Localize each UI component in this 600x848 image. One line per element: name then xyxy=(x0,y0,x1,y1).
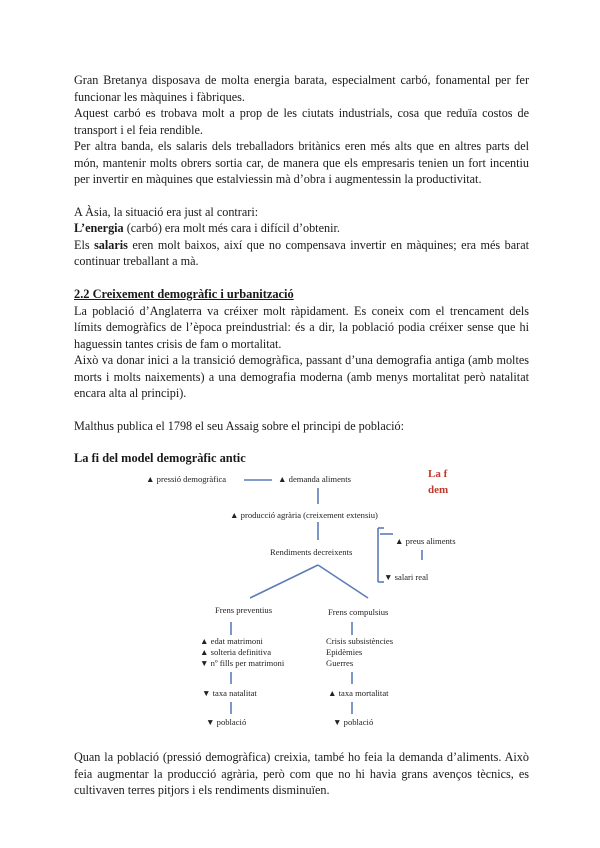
paragraph-coal: Aquest carbó es trobava molt a prop de les ciutats industrials, cosa que reduïa costos de transport i el feia rendible. xyxy=(74,106,529,137)
paragraph-agriculture: Quan la població (pressió demogràfica) creixia, també ho feia la demanda d’aliments. Això feia augmentar la producció agrària, però com que no hi havia grans avenços tècnics, es cultivaven terres pitjors i els rendiments disminuïen. xyxy=(74,750,529,797)
paragraph-asia-wages xyxy=(74,237,529,270)
paragraph-malthus: Malthus publica el 1798 el seu Assaig sobre el principi de població: xyxy=(74,418,405,433)
paragraph-asia-energy xyxy=(74,220,529,237)
node-natalitat: ▼ taxa natalitat xyxy=(202,688,257,698)
bold-energy: L’energia xyxy=(74,221,124,235)
node-demanda: ▲ demanda aliments xyxy=(278,474,351,484)
node-salari: ▼ salari real xyxy=(384,572,429,582)
paragraph-wages: Per altra banda, els salaris dels treballadors britànics eren més alts que en altres parts del món, mantenir molts obrers sortia car, de manera que els empresaris tenien un fort incentiu per invertir en màquines que estalviessin mà d’obra i augmentessin la productivitat. xyxy=(74,139,529,186)
asia-energy-text: (carbó) era molt més cara i difícil d’obtenir. xyxy=(123,221,340,235)
paragraph-energy: Gran Bretanya disposava de molta energia barata, especialment carbó, fonamental per fer funcionar les màquines i fàbriques. xyxy=(74,73,529,104)
asia-wages-pre: Els xyxy=(74,237,95,252)
node-preus: ▲ preus aliments xyxy=(395,536,456,546)
node-frens-preventius: Frens preventius xyxy=(215,605,273,615)
paragraph-asia: A Àsia, la situació era just al contrari: xyxy=(74,204,259,219)
section-heading: 2.2 Creixement demogràfic i urbanització xyxy=(74,286,294,301)
paragraph-transition: Això va donar inici a la transició demogràfica, passant d’una demografia antiga (amb moltes morts i molts naixements) a una demografia moderna (amb menys mortalitat però natalitat encara alta al principi). xyxy=(74,353,529,400)
node-epidemies: Epidèmies xyxy=(326,647,363,657)
paragraph-population: La població d’Anglaterra va créixer molt ràpidament. Es coneix com el trencament dels límits demogràfics de l’època preindustrial: és a dir, la població podia créixer sense que hi haguessin tantes crisis de fam o mortalitat. xyxy=(74,303,529,351)
line-split-left xyxy=(250,565,318,598)
node-guerres: Guerres xyxy=(326,658,354,668)
asia-wages-text: eren molt baixos, així que no compensava invertir en màquines; era més barat continuar treballant a mà. xyxy=(74,237,529,268)
node-poblacio-left: ▼ població xyxy=(206,717,247,727)
node-frens-compulsius: Frens compulsius xyxy=(328,607,389,617)
node-pressio: ▲ pressió demogràfica xyxy=(146,474,227,484)
node-solteria: ▲ solteria definitiva xyxy=(200,647,272,657)
node-rendiments: Rendiments decreixents xyxy=(270,547,353,557)
red-caption-line2: dem xyxy=(428,484,449,496)
document-footer-text xyxy=(74,749,529,799)
node-fills: ▼ nº fills per matrimoni xyxy=(200,658,285,668)
node-poblacio-right: ▼ població xyxy=(333,717,374,727)
line-split-right xyxy=(318,565,368,598)
bold-wages: salaris xyxy=(94,237,128,252)
red-caption-line1: La f xyxy=(428,468,448,480)
node-mortalitat: ▲ taxa mortalitat xyxy=(328,688,389,698)
document-body xyxy=(74,72,529,467)
subheading-model: La fi del model demogràfic antic xyxy=(74,451,246,465)
node-edat: ▲ edat matrimoni xyxy=(200,636,263,646)
node-produccio: ▲ producció agrària (creixement extensiu) xyxy=(230,510,378,520)
node-crisis: Crisis subsistències xyxy=(326,636,394,646)
